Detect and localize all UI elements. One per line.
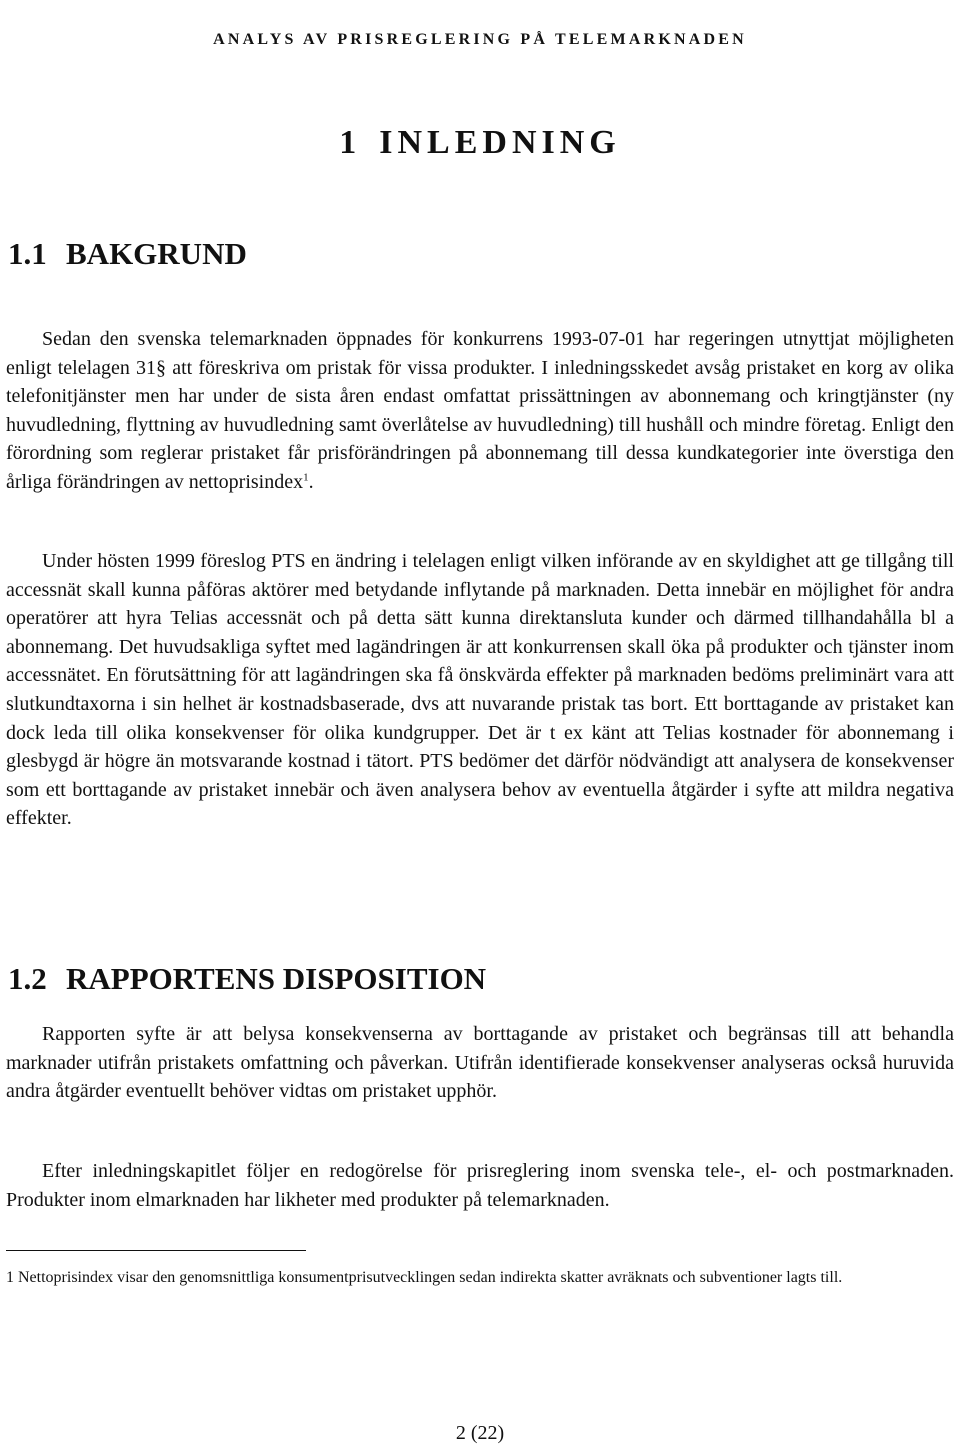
section-heading-disposition [8,961,486,997]
chapter-title [0,124,960,162]
paragraph-disposition-1: Rapporten syfte är att belysa konsekvenserna av borttagande av pristaket och begränsas till att behandla marknader utifrån pristakets omfattning och påverkan. Utifrån identifierade konsekvenser analyseras också huruvida andra åtgärder eventuellt behöver vidtas om pristaket upphör. [6,1023,954,1103]
paragraph-bakgrund-1: Sedan den svenska telemarknaden öppnades för konkurrens 1993-07-01 har regeringen utnyttjat möjligheten enligt telelagen 31§ att föreskriva om pristak för vissa produkter. I inledningsskedet avsåg pristaket en korg av olika telefonitjänster men har under de sista åren endast omfattat prissättningen av abonnemang och kringtjänster (ny huvudledning, flyttning av huvudledning samt överlåtelse av huvudledning) till hushåll och mindre företag. Enligt den förordning som reglerar pristaket får prisförändringen på abonnemang till dessa kundkategorier inte överstiga den årliga förändringen av nettoprisindex$^1$. [6,328,954,493]
paragraph-disposition-2: Efter inledningskapitlet följer en redogörelse för prisreglering inom svenska tele-, el- och postmarknaden. Produkter inom elmarknaden har likheter med produkter på telemarknaden. [6,1160,954,1211]
section-title: RAPPORTENS DISPOSITION [66,961,487,996]
footnote-marker: 1 [6,1269,14,1286]
chapter-number: 1 [339,124,362,161]
section-heading-bakgrund [8,236,247,272]
section-number: 1.2 [8,961,47,996]
paragraph-bakgrund-2: Under hösten 1999 föreslog PTS en ändring i telelagen enligt vilken införande av en skyldighet att ge tillgång till accessnät skall kunna påföras aktörer med betydande inflytande på marknaden. Detta innebär en möjlighet för andra operatörer att hyra Telias accessnät och på detta sätt kunna direktansluta kunder och därmed tillhandahålla bl a abonnemang. Det huvudsakliga syftet med lagändringen är att konkurrensen skall öka på produkter och tjänster inom accessnätet. En förutsättning för att lagändringen ska få önskvärda effekter på marknaden bedöms preliminärt vara att slutkundtaxorna i sin helhet är kostnadsbaserade, dvs att nuvarande pristak tas bort. Ett borttagande av pristaket kan dock leda till olika konsekvenser för olika kundgrupper. Det är t ex känt att Telias kostnader för abonnemang i glesbygd är högre än motsvarande kostnad i tätort. PTS bedömer det därför nödvändigt att analysera de konsekvenser som ett borttagande av pristaket innebär och även analysera behov av eventuella åtgärder i syfte att mildra negativa effekter. [6,550,954,830]
footnote-divider [6,1250,306,1251]
section-number: 1.1 [8,236,47,271]
footnote-text: Nettoprisindex visar den genomsnittliga konsumentprisutvecklingen sedan indirekta skatter avräknats och subventioner lagts till. [18,1269,843,1286]
section-title: BAKGRUND [66,236,247,271]
chapter-title-text: INLEDNING [379,124,621,161]
running-header: ANALYS AV PRISREGLERING PÅ TELEMARKNADEN [213,31,747,48]
page-number: 2 (22) [455,1422,505,1444]
footnote [6,1266,906,1290]
footnote-ref: 1 [303,471,309,484]
